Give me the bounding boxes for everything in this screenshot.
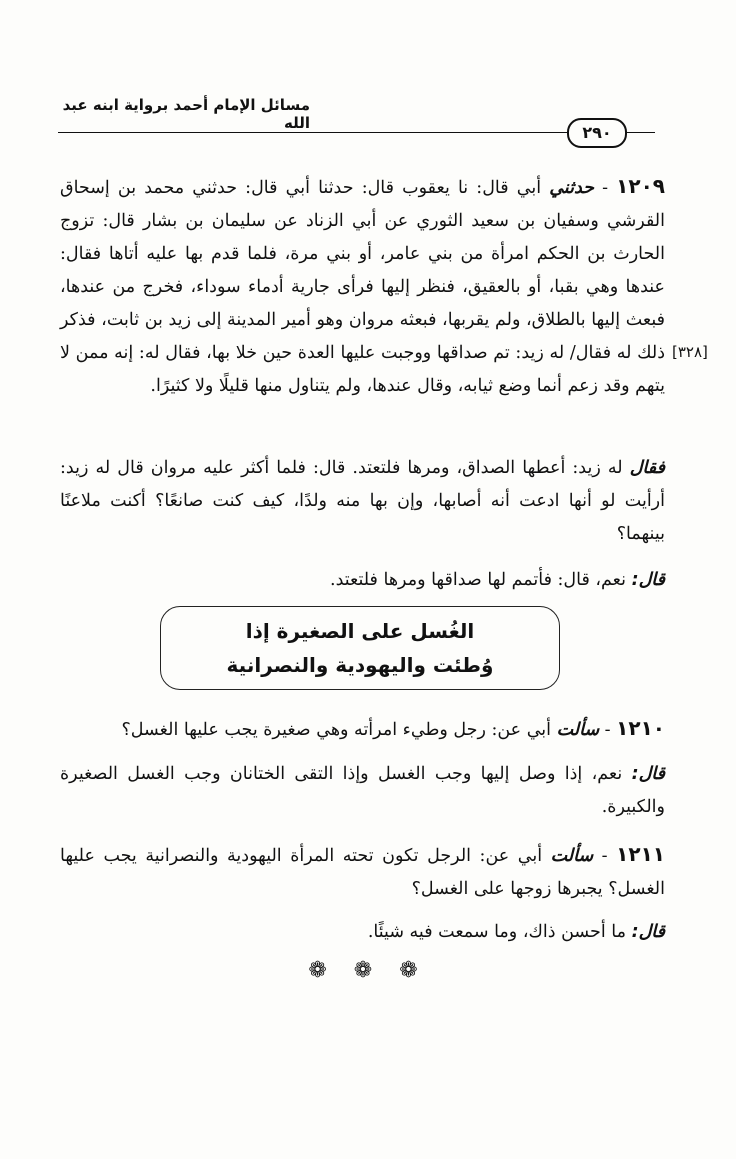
ornament-icon: ❁ (308, 958, 337, 983)
paragraph-faqal (60, 452, 665, 551)
answer-1211 (60, 916, 665, 949)
paragraph-keyword: قال: (631, 570, 665, 590)
answer-keyword: قال: (631, 922, 665, 942)
entry-text: أبي عن: رجل وطيء امرأته وهي صغيرة يجب عليها الغسل؟ (121, 720, 552, 740)
answer-text: ما أحسن ذاك، وما سمعت فيه شيئًا. (367, 922, 626, 942)
running-title: مسائل الإمام أحمد برواية ابنه عبد الله (62, 96, 310, 132)
entry-keyword: سألت (550, 846, 594, 866)
ornament-icon: ❁ (353, 958, 383, 983)
paragraph-qal (60, 564, 665, 597)
answer-keyword: قال: (631, 764, 665, 784)
margin-page-reference: [٣٢٨] (672, 343, 708, 361)
entry-keyword: سألت (556, 720, 600, 740)
section-end-ornaments (0, 958, 736, 983)
answer-text: نعم، إذا وصل إليها وجب الغسل وإذا التقى الختانان وجب الغسل الصغيرة والكبيرة. (60, 764, 665, 817)
ornament-icon: ❁ (399, 958, 428, 983)
entry-number: ١٢١٠ (616, 716, 665, 740)
entry-1210: ١٢١٠ - سألت أبي عن: رجل وطيء امرأته وهي صغيرة يجب عليها الغسل؟ (121, 716, 665, 740)
entry-number: ١٢١١ (616, 842, 665, 866)
paragraph-text: نعم، قال: فأتمم لها صداقها ومرها فلتعتد. (330, 570, 626, 590)
entry-1209: ١٢٠٩ - حدثني أبي قال: نا يعقوب قال: حدثنا أبي قال: حدثني محمد بن إسحاق القرشي وسفيان بن سعيد الثوري عن أبي الزناد عن سليمان بن بشار قال: تزوج الحارث بن الحكم امرأة من بني عامر، أو بني مرة، فلما قدم بها عليه أتاها فقال: عندها وهي بقبا، أو بالعقيق، فنظر إليها فرأى جارية أدماء سوداء، فخرج من عندها، فبعث إليها بالطلاق، ولم يقربها، فبعثه مروان وهو أمير المدينة إلى زيد بن ثابت، فذكر ذلك له فقال/ له زيد: تم صداقها ووجبت عليها العدة حين خلا بها، فقال له: إنه ممن لا يتهم وقد زعم أنما وضع ثيابه، وقال عندها، ولم يتناول منها قليلًا ولا كثيرًا. (60, 174, 665, 396)
entry-1211: ١٢١١ - سألت أبي عن: الرجل تكون تحته المرأة اليهودية والنصرانية يجب عليها الغسل؟ يجبرها زوجها على الغسل؟ (60, 842, 665, 899)
entry-number: ١٢٠٩ (616, 174, 665, 198)
entry-text: أبي عن: الرجل تكون تحته المرأة اليهودية والنصرانية يجب عليها الغسل؟ يجبرها زوجها على الغسل؟ (60, 846, 665, 899)
page-number: ٢٩٠ (567, 118, 627, 148)
section-heading-box (160, 606, 560, 690)
entry-keyword: حدثني (549, 178, 594, 198)
paragraph-keyword: فقال (629, 458, 665, 478)
paragraph-text: له زيد: أعطها الصداق، ومرها فلتعتد. قال: فلما أكثر عليه مروان قال له زيد: أرأيت لو أنها ادعت أنه أصابها، وإن بها منه ولدًا، كيف كنت صانعًا؟ أكنت ملاعنًا بينهما؟ (60, 458, 665, 544)
section-title: الغُسل على الصغيرة إذا وُطئت واليهودية والنصرانية (226, 619, 494, 677)
answer-1210 (60, 758, 665, 824)
header-rule (58, 132, 655, 133)
entry-text: أبي قال: نا يعقوب قال: حدثنا أبي قال: حدثني محمد بن إسحاق القرشي وسفيان بن سعيد الثوري عن أبي الزناد عن سليمان بن بشار قال: تزوج الحارث بن الحكم امرأة من بني عامر، أو بني مرة، فلما قدم بها عليه أتاها فقال: عندها وهي بقبا، أو بالعقيق، فنظر إليها فرأى جارية أدماء سوداء، فخرج من عندها، فبعث إليها بالطلاق، ولم يقربها، فبعثه مروان وهو أمير المدينة إلى زيد بن ثابت، فذكر ذلك له فقال/ له زيد: تم صداقها ووجبت عليها العدة حين خلا بها، فقال له: إنه ممن لا يتهم وقد زعم أنما وضع ثيابه، وقال عندها، ولم يتناول منها قليلًا ولا كثيرًا. (60, 178, 665, 396)
